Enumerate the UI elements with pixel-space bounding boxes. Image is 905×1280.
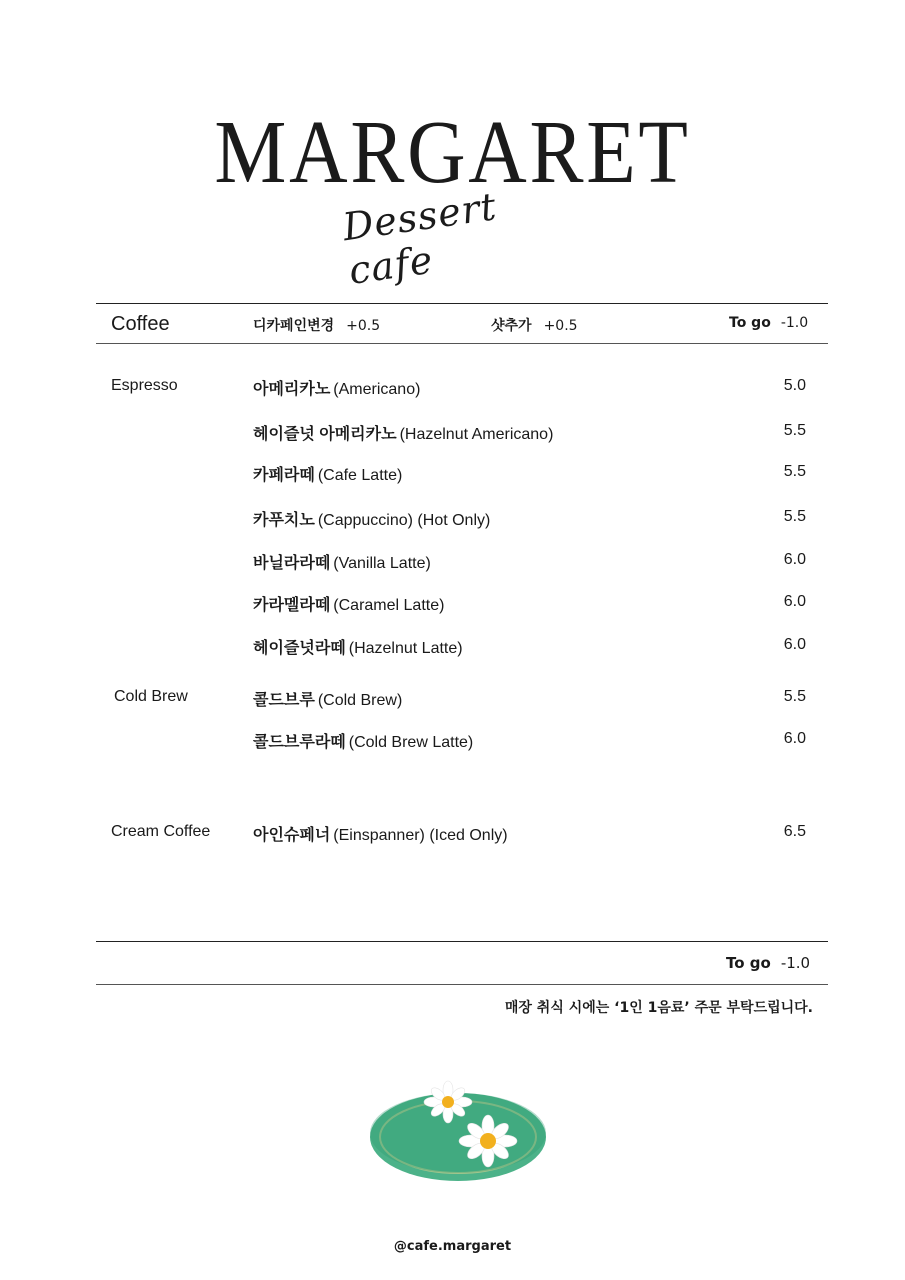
menu-item: 바닐라라떼 (Vanilla Latte): [253, 555, 431, 572]
category-espresso: Espresso: [111, 377, 178, 394]
plate-flower-illustration: [366, 1075, 550, 1185]
menu-price: 6.0: [783, 636, 806, 653]
menu-item: 콜드브루라떼 (Cold Brew Latte): [253, 734, 474, 751]
dine-in-notice: 매장 취식 시에는 ‘1인 1음료’ 주문 부탁드립니다.: [504, 1000, 813, 1016]
category-cream-coffee: Cream Coffee: [111, 823, 211, 840]
togo-option: To go -1.0: [729, 315, 809, 331]
menu-price: 5.5: [783, 508, 806, 525]
menu-item: 아인슈페너 (Einspanner) (Iced Only): [253, 827, 508, 844]
footer-top-rule: [96, 941, 828, 942]
menu-price: 5.5: [783, 688, 806, 705]
menu-price: 6.0: [783, 593, 806, 610]
decaf-option: 디카페인변경 +0.5: [253, 318, 381, 334]
category-cold-brew: Cold Brew: [114, 688, 188, 705]
menu-price: 6.0: [783, 551, 806, 568]
menu-item: 헤이즐넛라떼 (Hazelnut Latte): [253, 640, 463, 657]
menu-price: 6.0: [783, 730, 806, 747]
menu-item: 아메리카노 (Americano): [253, 381, 421, 398]
menu-item: 카라멜라떼 (Caramel Latte): [253, 597, 445, 614]
shot-option: 샷추가 +0.5: [491, 318, 578, 334]
header-top-rule: [96, 303, 828, 304]
menu-price: 5.5: [783, 463, 806, 480]
menu-item: 헤이즐넛 아메리카노 (Hazelnut Americano): [253, 426, 554, 443]
footer-bottom-rule: [96, 984, 828, 985]
brand-logo: MARGARET: [214, 103, 691, 202]
instagram-handle[interactable]: @cafe.margaret: [393, 1239, 512, 1254]
section-title: Coffee: [111, 313, 170, 335]
menu-price: 5.5: [783, 422, 806, 439]
menu-item: 콜드브루 (Cold Brew): [253, 692, 403, 709]
header-bottom-rule: [96, 343, 828, 344]
menu-price: 5.0: [783, 377, 806, 394]
brand-subtitle: Dessert cafe: [339, 184, 500, 293]
footer-togo: To go -1.0: [726, 954, 811, 972]
menu-item: 카페라떼 (Cafe Latte): [253, 467, 403, 484]
menu-item: 카푸치노 (Cappuccino) (Hot Only): [253, 512, 491, 529]
menu-price: 6.5: [783, 823, 806, 840]
